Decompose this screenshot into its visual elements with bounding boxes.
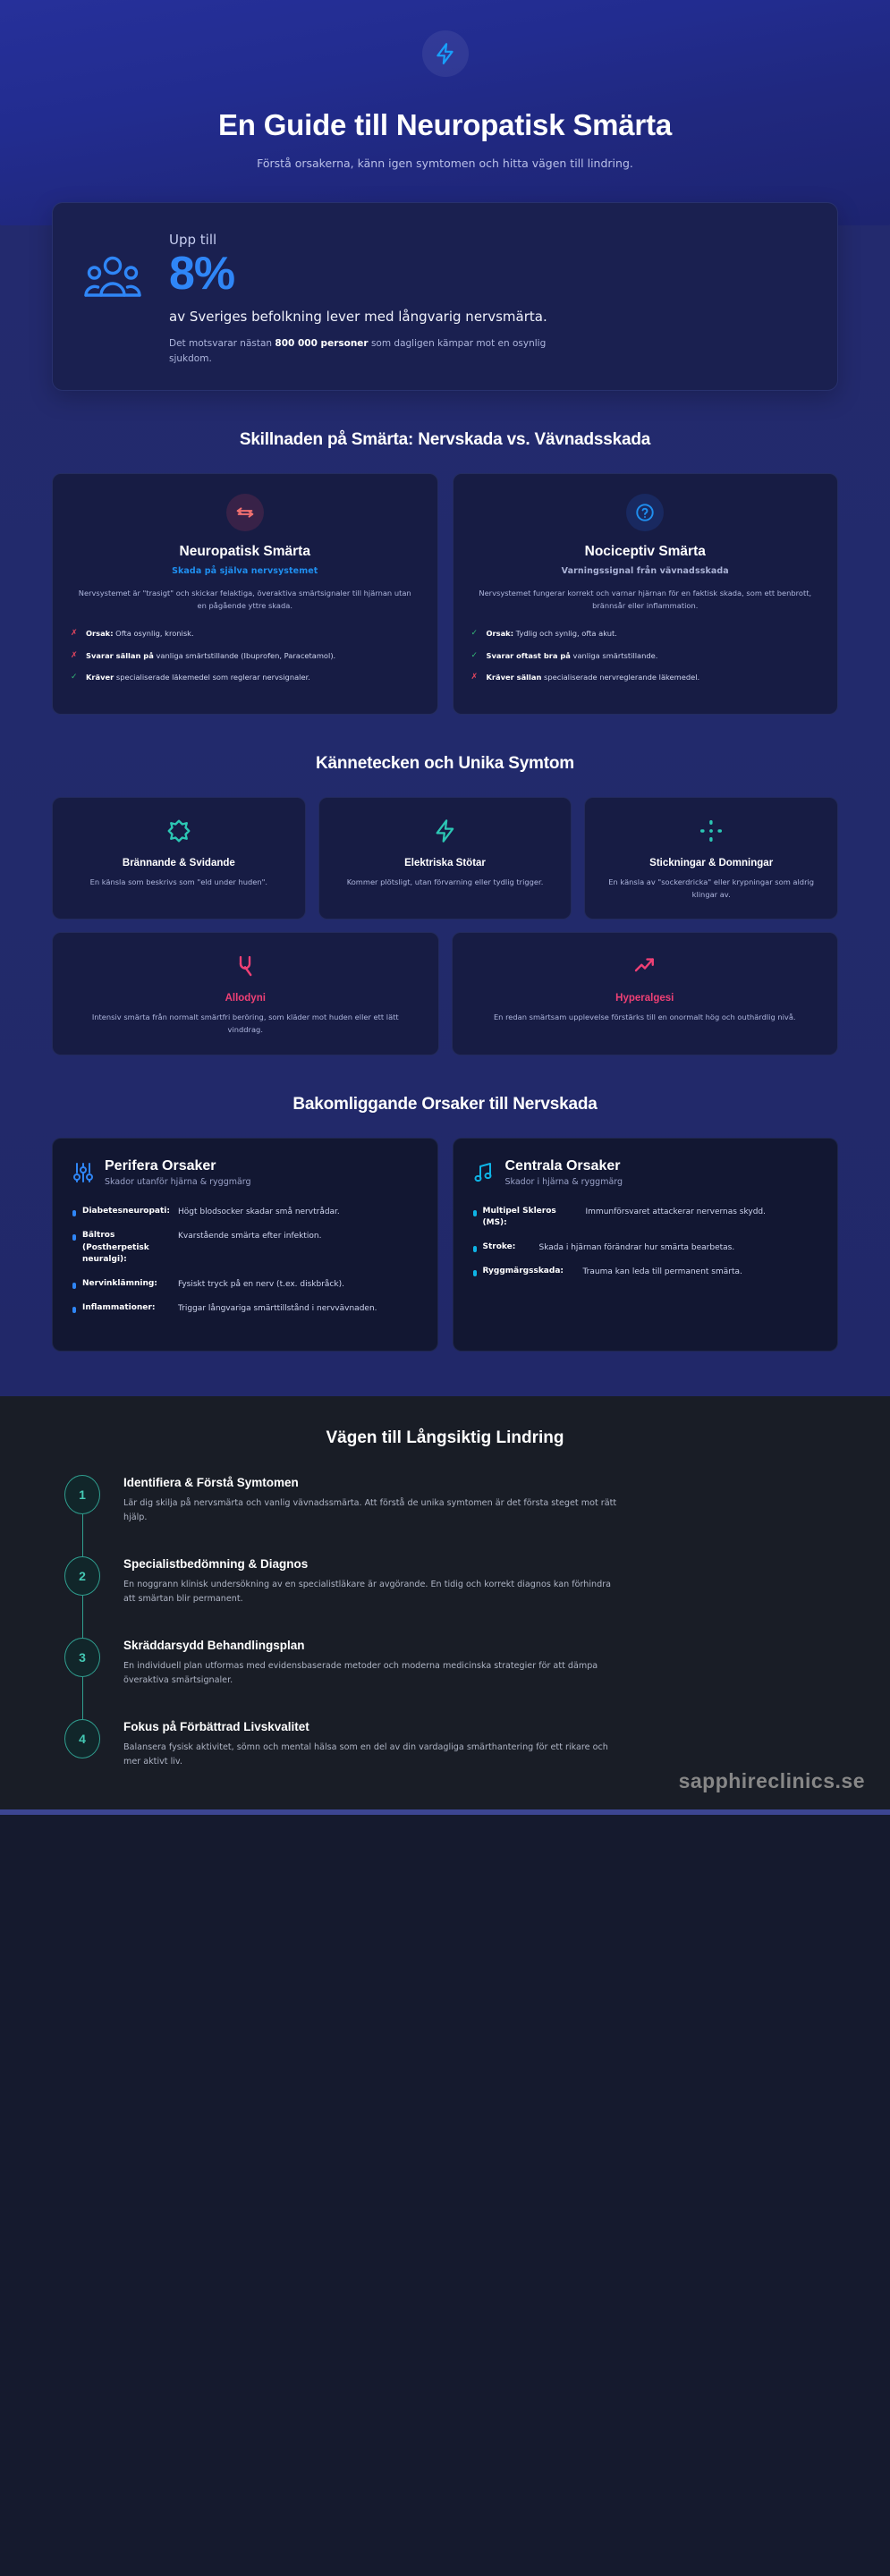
point-rest: specialiserade nervreglerande läkemedel.	[541, 673, 700, 682]
stat-lead: av Sveriges befolkning lever med långvarig nervsmärta.	[169, 308, 547, 325]
point-bold: Kräver sällan	[486, 673, 542, 682]
timeline-content	[123, 1475, 838, 1526]
check-icon: ✓	[470, 629, 479, 639]
comparison-card-description: Nervsystemet är "trasigt" och skickar felaktiga, överaktiva smärtsignaler till hjärnan utan en pågående yttre skada.	[78, 588, 411, 611]
list-item	[72, 1230, 418, 1267]
bullet-icon	[473, 1270, 477, 1276]
point-bold: Svarar oftast bra på	[486, 650, 571, 660]
symptom-card-brannande	[52, 797, 306, 919]
cause-definition: Fysiskt tryck på en nerv (t.ex. diskbråck).	[178, 1279, 344, 1289]
cause-card-heading-text	[105, 1158, 251, 1187]
symptom-card-allodyni	[52, 932, 439, 1055]
comparison-card-points	[71, 628, 420, 684]
dots-scatter-icon	[599, 816, 823, 846]
point-bold: Kräver	[86, 673, 114, 682]
timeline-marker	[64, 1475, 104, 1526]
comparison-row	[0, 473, 890, 715]
comparison-card-neuropatisk	[52, 473, 438, 715]
cause-definition: Immunförsvaret attackerar nervernas skydd.	[585, 1207, 766, 1216]
cause-term: Multipel Skleros (MS):	[482, 1206, 556, 1228]
symptom-card-stickningar	[584, 797, 838, 919]
question-circle-icon	[626, 494, 664, 531]
step-title: Identifiera & Förstå Symtomen	[123, 1475, 299, 1489]
cause-definition: Triggar långvariga smärttillstånd i nervvävnaden.	[178, 1304, 377, 1314]
bullet-icon	[473, 1210, 477, 1216]
comparison-card-title: Nociceptiv Smärta	[584, 543, 706, 559]
step-description: En noggrann klinisk undersökning av en specialistläkare är avgörande. En tidig och korrekt diagnos kan förhindra att smärtan blir permanent.	[123, 1579, 612, 1605]
point-text	[487, 628, 617, 640]
list-item	[72, 1278, 418, 1292]
symptom-description: En redan smärtsam upplevelse förstärks till en onormalt hög och outhärdlig nivå.	[493, 1013, 796, 1022]
point-text	[487, 672, 700, 683]
step-description: Lär dig skilja på nervsmärta och vanlig vävnadssmärta. Att förstå de unika symtomen är det första steget mot rätt hjälp.	[123, 1497, 617, 1523]
point-bold: Svarar sällan på	[86, 650, 154, 660]
symptoms-row-1	[0, 797, 890, 919]
symptom-card-elektriska	[318, 797, 572, 919]
content-zone	[0, 202, 890, 1396]
cause-term: Nervinklämning:	[82, 1278, 157, 1288]
list-item	[72, 1302, 418, 1316]
symptom-description: En känsla som beskrivs som "eld under huden".	[89, 877, 268, 886]
point-text	[86, 628, 194, 640]
step-description: En individuell plan utformas med evidensbaserade metoder och moderna medicinska strategier för att dämpa överaktiva smärtsignaler.	[123, 1660, 598, 1686]
comparison-card-title: Neuropatisk Smärta	[179, 543, 310, 559]
step-number-badge: 4	[64, 1719, 100, 1758]
step-title: Skräddarsydd Behandlingsplan	[123, 1638, 305, 1652]
list-item	[471, 672, 820, 684]
watermark: sapphireclinics.se	[678, 1768, 865, 1792]
timeline-marker	[64, 1638, 104, 1689]
stat-note	[169, 336, 581, 367]
cause-card-head	[72, 1158, 418, 1188]
point-text	[487, 650, 658, 662]
cause-card-heading-text	[505, 1158, 623, 1187]
step-number-badge: 2	[64, 1556, 100, 1596]
list-item	[72, 1206, 418, 1219]
step-title: Fokus på Förbättrad Livskvalitet	[123, 1719, 309, 1733]
page-subtitle: Förstå orsakerna, känn igen symtomen och hitta vägen till lindring.	[257, 156, 633, 170]
comparison-card-subtitle: Varningssignal från vävnadsskada	[561, 565, 729, 576]
comparison-title: Skillnaden på Smärta: Nervskada vs. Vävnadsskada	[239, 429, 651, 449]
bullet-icon	[72, 1283, 76, 1289]
symptom-title: Allodyni	[225, 993, 266, 1004]
point-rest: Tydlig och synlig, ofta akut.	[513, 629, 617, 639]
list-item	[473, 1206, 818, 1230]
stat-note-bold: 800 000 personer	[275, 338, 369, 350]
trend-up-arrow-icon	[478, 951, 813, 981]
symptom-card-hyperalgesi	[452, 932, 839, 1055]
music-note-icon	[473, 1158, 495, 1188]
check-icon: ✓	[470, 650, 479, 660]
hero-section	[0, 0, 890, 225]
flame-outline-icon	[67, 816, 291, 846]
cause-definition: Trauma kan leda till permanent smärta.	[582, 1267, 742, 1277]
cause-term: Ryggmärgsskada:	[482, 1267, 564, 1276]
symptom-description: En känsla av "sockerdricka" eller krypningar som aldrig klingar av.	[608, 877, 815, 899]
step-description: Balansera fysisk aktivitet, sömn och mental hälsa som en del av din vardagliga smärthantering för ett rikare och mer aktivt liv.	[123, 1741, 608, 1767]
point-rest: specialiserade läkemedel som reglerar nervsignaler.	[114, 673, 310, 682]
lightning-bolt-icon	[334, 816, 557, 846]
hero-icon-wrap	[41, 30, 849, 77]
cause-term: Inflammationer:	[82, 1303, 156, 1313]
list-item	[71, 672, 420, 684]
cross-icon: ✗	[71, 650, 78, 660]
stat-body	[169, 230, 807, 366]
comparison-card-subtitle: Skada på själva nervsystemet	[172, 565, 318, 576]
point-bold: Orsak:	[86, 629, 114, 639]
timeline-marker	[64, 1556, 104, 1607]
comparison-card-nociceptiv	[453, 473, 839, 715]
symptom-title: Hyperalgesi	[615, 993, 674, 1004]
bottom-strip	[0, 1809, 890, 1815]
step-number-badge: 3	[64, 1638, 100, 1677]
cross-icon: ✗	[71, 629, 78, 639]
stat-wrap	[0, 202, 890, 390]
check-icon: ✓	[71, 673, 78, 682]
symptoms-row-2	[0, 919, 890, 1055]
timeline-step	[64, 1475, 838, 1556]
timeline-connector	[82, 1596, 83, 1638]
people-group-icon	[83, 230, 142, 305]
symptom-description: Kommer plötsligt, utan förvarning eller tydlig trigger.	[346, 877, 544, 886]
symptom-title: Brännande & Svidande	[122, 857, 235, 869]
list-item	[473, 1241, 818, 1255]
timeline-list	[0, 1475, 890, 1774]
stat-kicker: Upp till	[169, 232, 217, 249]
cause-card-subtitle: Skador utanför hjärna & ryggmärg	[105, 1176, 251, 1187]
cause-term: Stroke:	[482, 1241, 516, 1251]
point-rest: vanliga smärtstillande (Ibuprofen, Paracetamol).	[153, 650, 336, 660]
feather-touch-icon	[78, 951, 413, 981]
symptom-title: Elektriska Stötar	[404, 857, 486, 869]
timeline-step	[64, 1719, 838, 1774]
timeline-title: Vägen till Långsiktig Lindring	[326, 1428, 564, 1447]
bullet-icon	[72, 1210, 76, 1216]
cause-definition: Högt blodsocker skadar små nervtrådar.	[178, 1207, 340, 1216]
timeline-connector	[82, 1514, 83, 1556]
list-item	[71, 650, 420, 663]
timeline-content	[123, 1556, 838, 1607]
symptom-title: Stickningar & Domningar	[649, 857, 774, 869]
sliders-icon	[72, 1158, 94, 1188]
bullet-icon	[72, 1307, 76, 1313]
cause-term: Bältros (Postherpetisk neuralgi):	[82, 1231, 149, 1265]
point-text	[86, 672, 310, 683]
list-item	[471, 628, 820, 640]
arrows-swap-icon	[226, 494, 264, 531]
cause-card-title: Centrala Orsaker	[504, 1157, 621, 1174]
stat-value: 8%	[169, 248, 235, 301]
point-bold: Orsak:	[486, 629, 514, 639]
cause-card-centrala	[453, 1138, 839, 1352]
cause-definition: Skada i hjärnan förändrar hur smärta bearbetas.	[538, 1242, 735, 1252]
page-title: En Guide till Neuropatisk Smärta	[217, 108, 673, 141]
timeline-step	[64, 1638, 838, 1719]
cause-card-head	[473, 1158, 818, 1188]
timeline-step	[64, 1556, 838, 1638]
causes-title: Bakomliggande Orsaker till Nervskada	[292, 1094, 598, 1114]
step-title: Specialistbedömning & Diagnos	[123, 1556, 309, 1571]
cross-icon: ✗	[470, 673, 479, 682]
bullet-icon	[72, 1234, 76, 1241]
bullet-icon	[473, 1246, 477, 1252]
cause-card-perifera	[52, 1138, 438, 1352]
stat-note-after: som dagligen kämpar mot en osynlig sjukdom.	[169, 338, 547, 365]
step-number-badge: 1	[64, 1475, 100, 1514]
lightning-bolt-icon	[422, 30, 469, 77]
point-rest: vanliga smärtstillande.	[570, 650, 658, 660]
list-item	[473, 1266, 818, 1279]
list-item	[471, 650, 820, 663]
timeline-marker	[64, 1719, 104, 1770]
symptoms-title: Kännetecken och Unika Symtom	[316, 753, 574, 773]
symptom-description: Intensiv smärta från normalt smärtfri beröring, som kläder mot huden eller ett lätt vinddrag.	[91, 1013, 399, 1034]
timeline-connector	[82, 1677, 83, 1719]
cause-term: Diabetesneuropati:	[82, 1206, 170, 1216]
comparison-card-description: Nervsystemet fungerar korrekt och varnar hjärnan för en faktisk skada, som ett benbrott, brännsår eller inflammation.	[479, 588, 812, 611]
timeline-content	[123, 1719, 838, 1770]
cause-definition: Kvarstående smärta efter infektion.	[178, 1232, 322, 1241]
stat-note-before: Det motsvarar nästan	[169, 338, 275, 350]
causes-row	[0, 1138, 890, 1352]
cause-card-title: Perifera Orsaker	[105, 1157, 216, 1174]
timeline-section	[0, 1396, 890, 1809]
point-rest: Ofta osynlig, kronisk.	[113, 629, 194, 639]
comparison-card-points	[471, 628, 820, 684]
cause-card-subtitle: Skador i hjärna & ryggmärg	[504, 1176, 623, 1187]
list-item	[71, 628, 420, 640]
timeline-content	[123, 1638, 838, 1689]
point-text	[86, 650, 335, 662]
stat-card	[52, 202, 838, 390]
